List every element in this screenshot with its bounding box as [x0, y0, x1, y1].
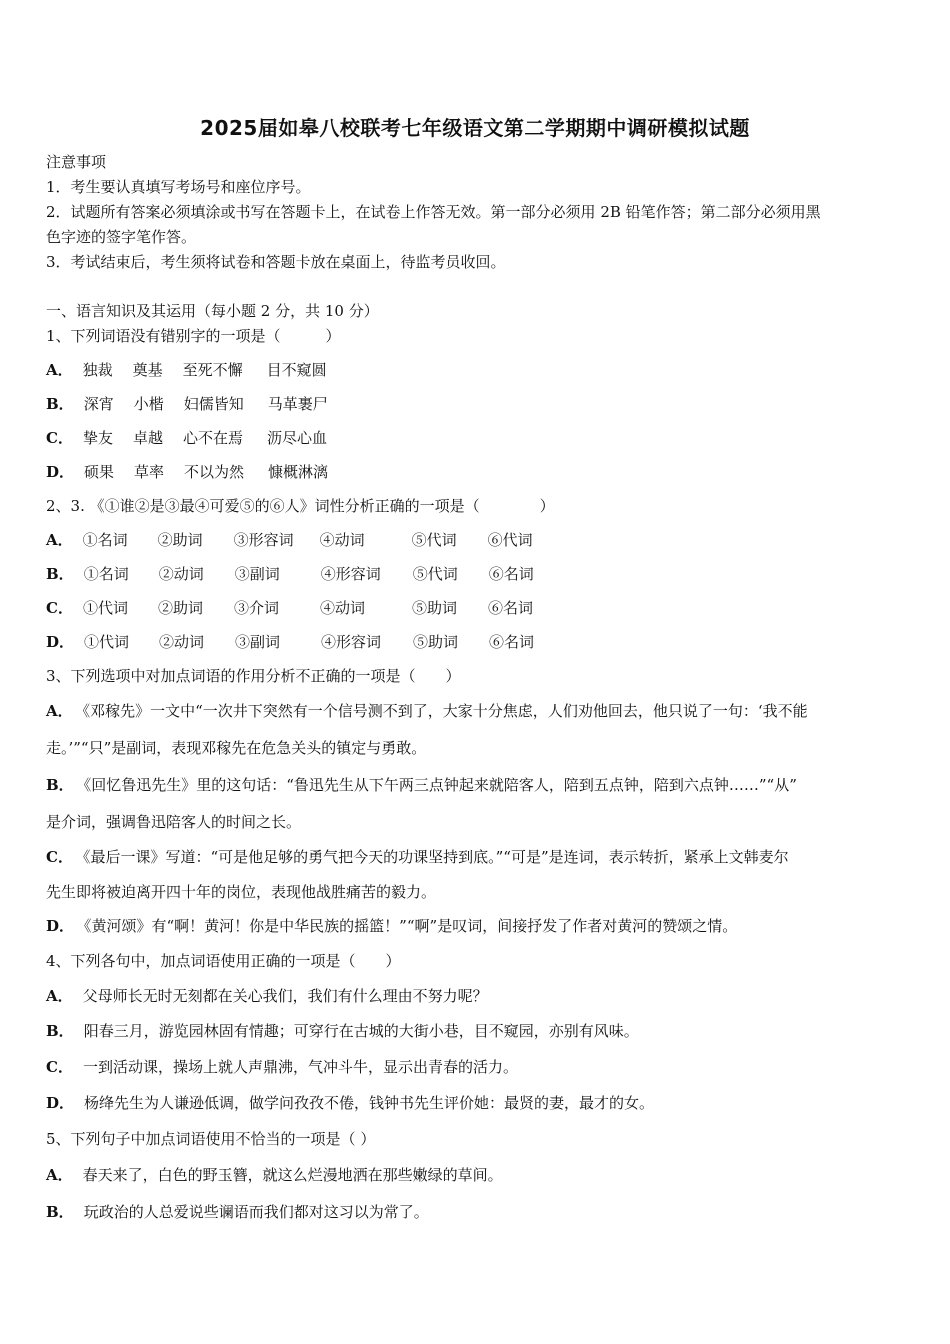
option-row[interactable] [46, 358, 908, 382]
option-text: 《邓稼先》一文中“一次井下突然有一个信号测不到了，大家十分焦虑，人们劝他回去，他只说了一句：‘我不能 [82, 702, 808, 720]
option-cell: ④形容词 [320, 565, 381, 583]
option-text: 父母师长无时无刻都在关心我们，我们有什么理由不努力呢？ [82, 987, 488, 1005]
option-label: C． [46, 429, 73, 447]
option-text: 阳春三月，游览园林固有情趣；可穿行在古城的大街小巷，目不窥园，亦别有风味。 [83, 1022, 639, 1040]
option-word: 马革裹尸 [267, 395, 328, 413]
option-word: 深宵 [83, 395, 114, 413]
option-text: 《黄河颂》有“啊！黄河！你是中华民族的摇篮！”“啊”是叹词，间接抒发了作者对黄河的赞颂之情。 [84, 917, 738, 935]
option-label: A． [46, 531, 73, 549]
option-continuation [46, 736, 908, 760]
option-cell: ②助词 [157, 531, 203, 549]
option-label: B． [46, 776, 74, 794]
option-word: 草率 [134, 463, 165, 481]
notice-item: 3．考试结束后，考生须将试卷和答题卡放在桌面上，待监考员收回。 [46, 253, 506, 271]
option-row[interactable] [46, 845, 908, 869]
option-row[interactable] [46, 1091, 908, 1115]
option-row[interactable] [46, 984, 908, 1008]
option-cell: ⑥名词 [487, 599, 533, 617]
option-cell: ②动词 [159, 633, 205, 651]
option-text: 一到活动课，操场上就人声鼎沸，气冲斗牛，显示出青春的活力。 [82, 1058, 518, 1076]
notice-item: 1．考生要认真填写考场号和座位序号。 [46, 178, 311, 196]
question-stem: 3、下列选项中对加点词语的作用分析不正确的一项是（ ） [46, 667, 461, 685]
option-continuation [46, 880, 908, 904]
option-cell: ⑤代词 [412, 565, 458, 583]
option-cell: ④形容词 [321, 633, 382, 651]
option-label: A． [46, 361, 73, 379]
page-title: 2025届如皋八校联考七年级语文第二学期期中调研模拟试题 [200, 116, 750, 140]
option-label: B． [46, 395, 74, 413]
option-row[interactable] [46, 528, 908, 552]
option-row[interactable] [46, 630, 908, 654]
option-word: 心不在焉 [182, 429, 243, 447]
option-cell: ②助词 [157, 599, 203, 617]
option-row[interactable] [46, 1163, 908, 1187]
option-label: A． [46, 987, 73, 1005]
option-word: 不以为然 [184, 463, 245, 481]
notice-item: 色字迹的签字笔作答。 [46, 228, 197, 246]
option-cell: ③介词 [233, 599, 279, 617]
option-cell: ⑤助词 [413, 633, 459, 651]
option-continuation [46, 810, 908, 834]
option-word: 挚友 [82, 429, 113, 447]
option-text: 春天来了，白色的野玉簪，就这么烂漫地洒在那些嫩绿的草间。 [82, 1166, 503, 1184]
option-row[interactable] [46, 773, 908, 797]
option-label: B． [46, 1203, 74, 1221]
option-label: C． [46, 599, 73, 617]
option-cell: ⑥名词 [488, 565, 534, 583]
option-cell: ①代词 [82, 599, 128, 617]
option-text: 《回忆鲁迅先生》里的这句话：“鲁迅先生从下午两三点钟起来就陪客人，陪到五点钟，陪到六点钟……”“从” [83, 776, 797, 794]
option-cell: ③形容词 [233, 531, 294, 549]
option-word: 目不窥圆 [266, 361, 327, 379]
option-label: D． [46, 633, 75, 651]
option-word: 硕果 [84, 463, 115, 481]
option-cell: ⑤助词 [411, 599, 457, 617]
option-cell: ④动词 [319, 531, 365, 549]
option-word: 独裁 [82, 361, 113, 379]
option-row[interactable] [46, 392, 908, 416]
option-row[interactable] [46, 1019, 908, 1043]
question-stem: 5、下列句子中加点词语使用不恰当的一项是（ ） [46, 1130, 376, 1148]
notice-item: 2．试题所有答案必须填涂或书写在答题卡上，在试卷上作答无效。第一部分必须用 2B 铅笔作答；第二部分必须用黑 [46, 203, 821, 221]
option-row[interactable] [46, 699, 908, 723]
option-label: A． [46, 1166, 73, 1184]
option-label: B． [46, 1022, 74, 1040]
option-cell: ⑥名词 [489, 633, 535, 651]
option-cell: ⑥代词 [487, 531, 533, 549]
option-label: C． [46, 1058, 73, 1076]
option-row[interactable] [46, 596, 908, 620]
option-word: 奠基 [132, 361, 163, 379]
option-cell: ②动词 [158, 565, 204, 583]
option-word: 小楷 [133, 395, 164, 413]
option-row[interactable] [46, 914, 908, 938]
option-text: 杨绛先生为人谦逊低调，做学问孜孜不倦，钱钟书先生评价她：最贤的妻，最才的女。 [84, 1094, 655, 1112]
question-stem: 4、下列各句中，加点词语使用正确的一项是（ ） [46, 952, 401, 970]
option-cell: ①名词 [83, 565, 129, 583]
option-label: D． [46, 463, 75, 481]
option-cell: ①代词 [84, 633, 130, 651]
option-cell: ③副词 [235, 633, 281, 651]
option-text: 玩政治的人总爱说些谰语而我们都对这习以为常了。 [83, 1203, 429, 1221]
option-row[interactable] [46, 426, 908, 450]
option-row[interactable] [46, 460, 908, 484]
option-word: 慷概淋漓 [268, 463, 329, 481]
option-label: A． [46, 702, 73, 720]
option-word: 至死不懈 [182, 361, 243, 379]
option-cell: ③副词 [234, 565, 280, 583]
option-word: 妇儒皆知 [183, 395, 244, 413]
option-row[interactable] [46, 1055, 908, 1079]
option-row[interactable] [46, 562, 908, 586]
option-cell: ①名词 [82, 531, 128, 549]
option-cell: ⑤代词 [411, 531, 457, 549]
option-text: 是介词，强调鲁迅陪客人的时间之长。 [46, 813, 302, 831]
option-text: 《最后一课》写道：“可是他足够的勇气把今天的功课坚持到底。”“可是”是连词，表示转折，紧承上文韩麦尔 [82, 848, 789, 866]
option-row[interactable] [46, 1200, 908, 1224]
option-label: D． [46, 1094, 75, 1112]
option-label: D． [46, 917, 75, 935]
notice-heading: 注意事项 [46, 153, 107, 171]
question-stem: 1、下列词语没有错别字的一项是（ ） [46, 327, 341, 345]
section-heading: 一、语言知识及其运用（每小题 2 分，共 10 分） [46, 302, 379, 320]
option-text: 走。’”“只”是副词，表现邓稼先在危急关头的镇定与勇敢。 [46, 739, 427, 757]
option-label: C． [46, 848, 73, 866]
option-word: 卓越 [132, 429, 163, 447]
option-label: B． [46, 565, 74, 583]
option-cell: ④动词 [319, 599, 365, 617]
option-word: 沥尽心血 [266, 429, 327, 447]
option-text: 先生即将被迫离开四十年的岗位，表现他战胜痛苦的毅力。 [46, 883, 437, 901]
question-stem: 2、3. 《①谁②是③最④可爱⑤的⑥人》词性分析正确的一项是（ ） [46, 497, 555, 515]
